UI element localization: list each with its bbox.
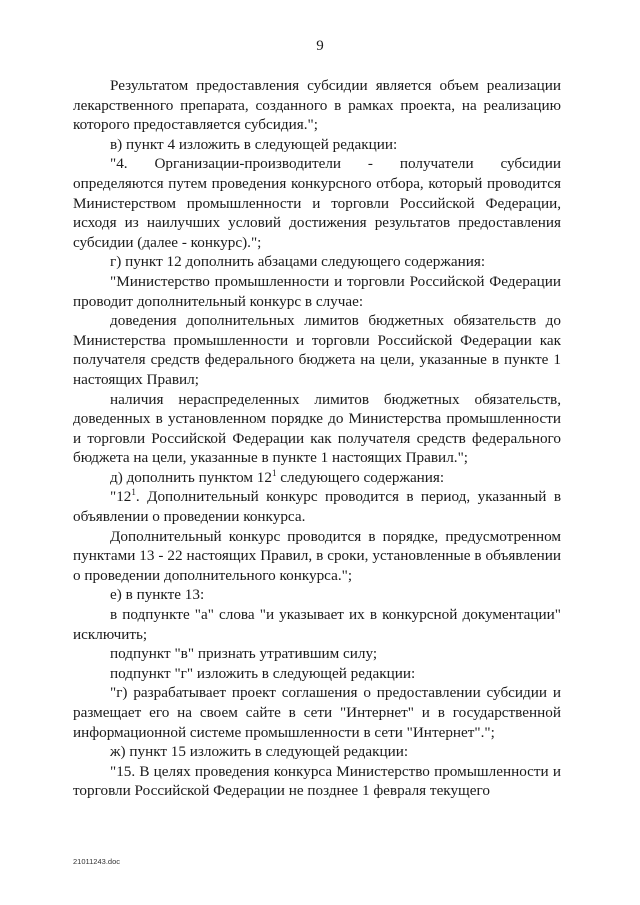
paragraph: ж) пункт 15 изложить в следующей редакции: bbox=[110, 743, 409, 761]
paragraph: доведения дополнительных лимитов бюджетных обязательств до Министерства промышленности и торговли Российской Федерации как получателя средств федерального бюджета на цели, указанные в пункте 1 настоящих Правил; bbox=[73, 312, 561, 388]
paragraph: подпункт "в" признать утратившим силу; bbox=[110, 645, 378, 663]
paragraph bbox=[73, 487, 561, 526]
paragraph: в) пункт 4 изложить в следующей редакции: bbox=[110, 135, 398, 153]
paragraph: подпункт "г" изложить в следующей редакции: bbox=[110, 664, 416, 682]
paragraph: Дополнительный конкурс проводится в порядке, предусмотренном пунктами 13 - 22 настоящих Правил, в сроки, установленные в объявлении о проведении дополнительного конкурса."; bbox=[73, 527, 561, 584]
file-name-footer: 21011243.doc bbox=[73, 857, 120, 866]
paragraph bbox=[73, 468, 561, 488]
paragraph: в подпункте "а" слова "и указывает их в конкурсной документации" исключить; bbox=[73, 606, 561, 643]
document-body bbox=[73, 76, 561, 801]
paragraph: г) пункт 12 дополнить абзацами следующего содержания: bbox=[110, 253, 486, 271]
paragraph: "г) разрабатывает проект соглашения о предоставлении субсидии и размещает его на своем сайте в сети "Интернет" и в государственной информационной системе промышленности в сети "Интернет"."; bbox=[73, 684, 561, 741]
superscript: 1 bbox=[271, 467, 277, 478]
paragraph: Результатом предоставления субсидии является объем реализации лекарственного препарата, созданного в рамках проекта, на реализацию которого предоставляется субсидия."; bbox=[73, 77, 561, 134]
paragraph-text: следующего содержания: bbox=[276, 468, 445, 486]
paragraph: "4. Организации-производители - получатели субсидии определяются путем проведения конкурсного отбора, который проводится Министерством промышленности и торговли Российской Федерации, исходя из наилучших условий достижения результатов предоставления субсидии (далее - конкурс)."; bbox=[73, 155, 561, 251]
paragraph-text: д) дополнить пунктом 12 bbox=[110, 468, 272, 486]
superscript: 1 bbox=[131, 487, 136, 498]
paragraph: "Министерство промышленности и торговли Российской Федерации проводит дополнительный конкурс в случае: bbox=[73, 272, 561, 310]
page-number: 9 bbox=[316, 38, 324, 54]
paragraph: е) в пункте 13: bbox=[110, 586, 205, 604]
paragraph-text: "12 bbox=[110, 488, 132, 506]
paragraph: наличия нераспределенных лимитов бюджетных обязательств, доведенных в установленном порядке до Министерства промышленности и торговли Российской Федерации как получателя средств федерального бюджета на цели, указанные в пункте 1 настоящих Правил."; bbox=[73, 390, 561, 467]
paragraph-text: . Дополнительный конкурс проводится в период, указанный в объявлении о проведении конкурса. bbox=[73, 488, 561, 526]
paragraph: "15. В целях проведения конкурса Министерство промышленности и торговли Российской Федерации не позднее 1 февраля текущего bbox=[73, 762, 561, 800]
